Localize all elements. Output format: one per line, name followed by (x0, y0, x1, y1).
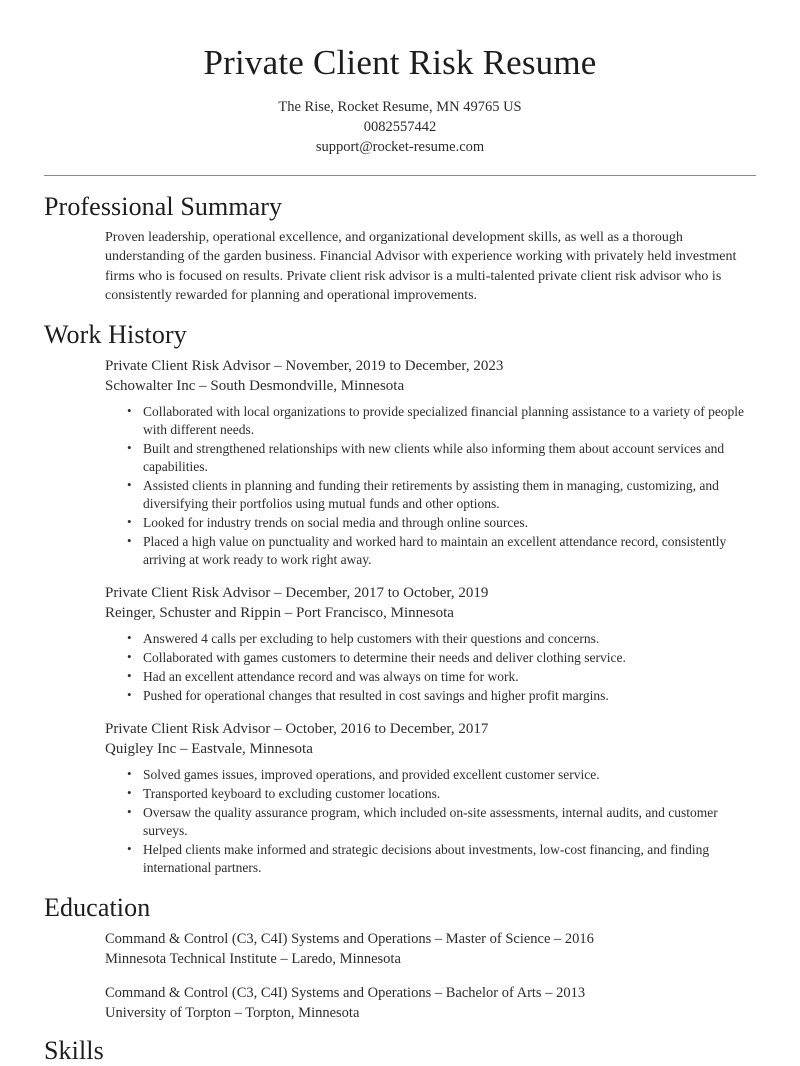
education-school: Minnesota Technical Institute – Laredo, Minnesota (105, 950, 401, 967)
contact-email: support@rocket-resume.com (315, 139, 485, 155)
section-heading-skills: Skills (44, 1035, 104, 1065)
header-divider (44, 175, 756, 176)
job-bullet: • Oversaw the quality assurance program, which included on-site assessments, internal audits, and customer surveys. (127, 804, 756, 840)
professional-summary-body (44, 228, 756, 306)
education-body (44, 929, 756, 1023)
section-heading-education: Education (44, 892, 151, 922)
job-title: Private Client Risk Advisor – December, 2017 to October, 2019 (105, 584, 489, 601)
job-company: Schowalter Inc – South Desmondville, Minnesota (105, 377, 405, 394)
contact-address: The Rise, Rocket Resume, MN 49765 US (278, 99, 522, 115)
job-bullet: • Collaborated with games customers to determine their needs and deliver clothing service. (127, 649, 756, 667)
section-heading-work-history: Work History (44, 319, 187, 349)
education-entry (105, 929, 756, 969)
section-work-history (44, 320, 756, 877)
contact-block (44, 97, 756, 157)
work-history-body (44, 356, 756, 877)
resume-title: Private Client Risk Resume (203, 43, 597, 82)
job-title: Private Client Risk Advisor – October, 2016 to December, 2017 (105, 720, 489, 737)
job-bullet-list (105, 766, 756, 877)
education-degree: Command & Control (C3, C4I) Systems and Operations – Bachelor of Arts – 2013 (105, 984, 586, 1001)
job-bullet: • Collaborated with local organizations to provide specialized financial planning assistance to a variety of people with different needs. (127, 403, 756, 439)
job-bullet: • Pushed for operational changes that resulted in cost savings and higher profit margins. (127, 687, 756, 705)
education-entry (105, 983, 756, 1023)
job-bullet: • Transported keyboard to excluding customer locations. (127, 785, 756, 803)
contact-phone: 0082557442 (363, 119, 437, 135)
job-title: Private Client Risk Advisor – November, 2019 to December, 2023 (105, 357, 504, 374)
section-heading-professional-summary: Professional Summary (44, 192, 283, 221)
job-bullet: • Helped clients make informed and strategic decisions about investments, low-cost financing, and finding international partners. (127, 841, 756, 877)
job-bullet: • Solved games issues, improved operations, and provided excellent customer service. (127, 766, 756, 784)
education-degree: Command & Control (C3, C4I) Systems and Operations – Master of Science – 2016 (105, 930, 594, 947)
section-education (44, 893, 756, 1023)
job-entry (105, 719, 756, 877)
section-professional-summary (44, 192, 756, 306)
job-company: Reinger, Schuster and Rippin – Port Francisco, Minnesota (105, 604, 454, 621)
job-bullet: • Had an excellent attendance record and was always on time for work. (127, 668, 756, 686)
education-school: University of Torpton – Torpton, Minnesota (105, 1004, 360, 1021)
job-company: Quigley Inc – Eastvale, Minnesota (105, 740, 313, 757)
job-bullet: • Placed a high value on punctuality and worked hard to maintain an excellent attendance record, consistently arriving at work ready to work right away. (127, 533, 756, 569)
job-bullet: • Built and strengthened relationships with new clients while also informing them about account services and capabilities. (127, 440, 756, 476)
job-bullet: • Looked for industry trends on social media and through online sources. (127, 514, 756, 532)
job-entry (105, 583, 756, 705)
job-bullet-list (105, 403, 756, 569)
job-bullet-list (105, 630, 756, 705)
job-bullet: • Answered 4 calls per excluding to help customers with their questions and concerns. (127, 630, 756, 648)
job-entry (105, 356, 756, 569)
section-skills (44, 1036, 756, 1066)
professional-summary-text: Proven leadership, operational excellence, and organizational development skills, as well as a thorough understanding of the garden business. Financial Advisor with experience working with privately held investment firms who is focused on results. Private client risk advisor is a multi-talented private client risk advisor who is consistently rewarded for planning and operational improvements. (105, 229, 737, 304)
job-bullet: • Assisted clients in planning and funding their retirements by assisting them in managing, customizing, and diversifying their portfolios using mutual funds and other options. (127, 477, 756, 513)
